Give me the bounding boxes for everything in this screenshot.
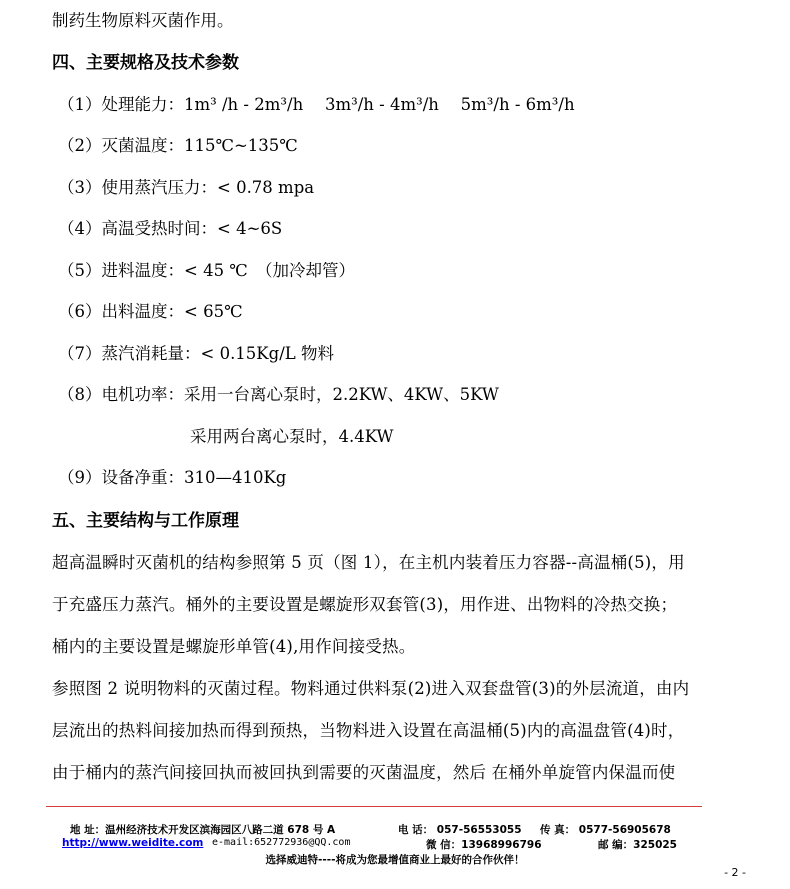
section5-heading: 五、主要结构与工作原理 [52, 511, 239, 531]
footer-fax: 传 真： 0577-56905678 [540, 824, 671, 836]
body-paragraph-line: 超高温瞬时灭菌机的结构参照第 5 页（图 1），在主机内装着压力容器--高温桶(5)，用 [52, 553, 685, 572]
body-paragraph-line: 桶内的主要设置是螺旋形单管(4),用作间接受热。 [52, 637, 416, 656]
section4-heading: 四、主要规格及技术参数 [52, 53, 239, 73]
spec-item-continuation: 采用两台离心泵时，4.4KW [190, 427, 394, 446]
intro-tail-text: 制药生物原料灭菌作用。 [52, 11, 234, 30]
footer-divider [46, 806, 702, 807]
footer-address: 地 址：温州经济技术开发区滨海园区八路二道 678 号 A [70, 824, 336, 836]
body-paragraph-line: 于充盛压力蒸汽。桶外的主要设置是螺旋形双套管(3)，用作进、出物料的冷热交换； [52, 595, 678, 614]
footer-website-wrap [62, 837, 203, 849]
spec-item: （6）出料温度：< 65℃ [58, 302, 243, 321]
footer-email: e-mail:652772936@QQ.com [212, 837, 351, 848]
spec-item: （2）灭菌温度：115℃~135℃ [58, 136, 298, 155]
spec-item: （1）处理能力：1m³ /h - 2m³/h 3m³/h - 4m³/h 5m³/h - 6m³/h [58, 95, 575, 114]
footer-website-link[interactable]: http://www.weidite.com [62, 837, 204, 849]
spec-item: （9）设备净重：310—410Kg [58, 468, 287, 487]
body-paragraph-line: 由于桶内的蒸汽间接回执而被回执到需要的灭菌温度，然后 在桶外单旋管内保温而使 [52, 763, 676, 782]
page-number: - 2 - [724, 866, 746, 879]
spec-item: （4）高温受热时间：< 4~6S [58, 219, 283, 238]
body-paragraph-line: 参照图 2 说明物料的灭菌过程。物料通过供料泵(2)进入双套盘管(3)的外层流道，由内 [52, 679, 690, 698]
footer-wechat: 微 信：13968996796 [426, 839, 542, 851]
spec-item: （7）蒸汽消耗量：< 0.15Kg/L 物料 [58, 344, 334, 363]
spec-item: （5）进料温度：< 45 ℃ （加冷却管） [58, 261, 356, 280]
footer-phone: 电 话： 057-56553055 [398, 824, 522, 836]
spec-item: （8）电机功率：采用一台离心泵时，2.2KW、4KW、5KW [58, 385, 499, 404]
body-paragraph-line: 层流出的热料间接加热而得到预热，当物料进入设置在高温桶(5)内的高温盘管(4)时， [52, 721, 685, 740]
footer-slogan: 选择威迪特----将成为您最增值商业上最好的合作伙伴！ [265, 854, 525, 866]
footer-postcode: 邮 编：325025 [598, 839, 677, 851]
spec-item: （3）使用蒸汽压力：< 0.78 mpa [58, 178, 315, 197]
